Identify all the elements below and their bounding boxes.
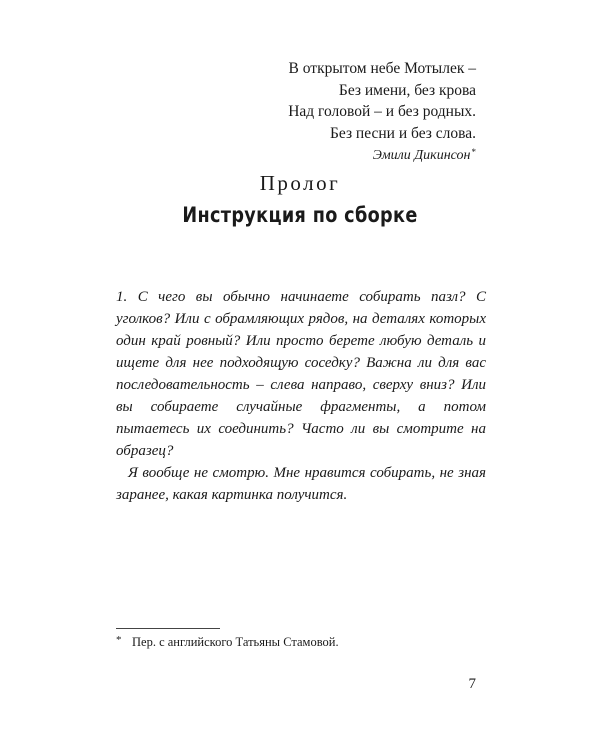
paragraph: 1. С чего вы обычно начинаете собирать пазл? С уголков? Или с обрамляющих рядов, на деталях которых один край ровный? Или просто берете любую деталь и ищете для нее подходящую соседку? Важна ли для вас последовательность – слева направо, сверху вниз? Или вы собираете случайные фрагменты, а потом пытаетесь их соединить? Часто ли вы смотрите на образец? bbox=[116, 289, 486, 459]
body-text bbox=[116, 286, 486, 506]
footnote-text: Пер. с английского Татьяны Стамовой. bbox=[132, 635, 339, 649]
epigraph-line: В открытом небе Мотылек – bbox=[288, 60, 476, 77]
epigraph-line: Без имени, без крова bbox=[338, 81, 476, 99]
footnote bbox=[116, 633, 496, 651]
epigraph-line: Над головой – и без родных. bbox=[288, 103, 476, 120]
epigraph-author-line bbox=[176, 145, 476, 167]
footnote-marker: * bbox=[116, 634, 122, 646]
epigraph bbox=[176, 58, 476, 167]
footnote-divider bbox=[116, 628, 220, 629]
paragraph: Я вообще не смотрю. Мне нравится собирать, не зная заранее, какая картинка получится. bbox=[116, 465, 486, 503]
chapter-label: Пролог bbox=[259, 171, 341, 195]
epigraph-author: Эмили Дикинсон bbox=[372, 148, 471, 163]
epigraph-line: Без песни и без слова. bbox=[329, 124, 476, 142]
chapter-title: Инструкция по сборке bbox=[182, 203, 418, 227]
page-number: 7 bbox=[468, 676, 476, 692]
footnote-reference: * bbox=[471, 147, 476, 157]
